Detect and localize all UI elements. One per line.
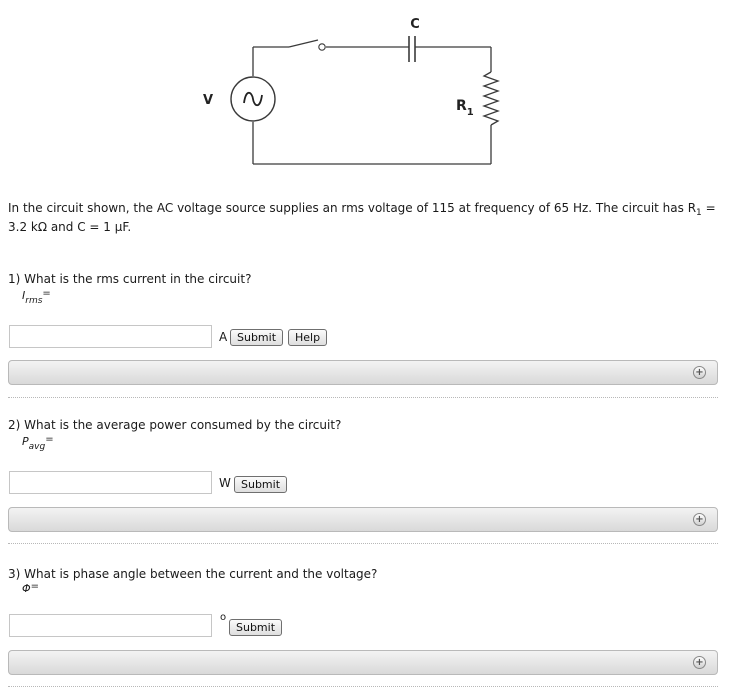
switch-blade xyxy=(289,40,318,47)
question-2-feedback-panel[interactable] xyxy=(8,507,718,532)
capacitor-label: C xyxy=(410,17,420,32)
question-3-feedback-panel[interactable] xyxy=(8,650,718,675)
divider xyxy=(8,686,718,687)
question-2-prompt: 2) What is the average power consumed by the circuit? xyxy=(8,418,342,432)
problem-statement xyxy=(8,199,728,237)
question-1-help-button[interactable]: Help xyxy=(288,329,327,346)
question-1-feedback-panel[interactable] xyxy=(8,360,718,385)
question-2-unit: W xyxy=(219,476,231,490)
question-3-answer-input[interactable] xyxy=(9,614,212,637)
divider xyxy=(8,397,718,398)
resistor-label: $R_1$ xyxy=(456,98,474,118)
plus-circle-icon[interactable]: + xyxy=(693,513,706,526)
switch-contact-icon xyxy=(319,44,325,50)
question-3-prompt: 3) What is phase angle between the current and the voltage? xyxy=(8,567,378,581)
plus-circle-icon[interactable]: + xyxy=(693,656,706,669)
question-3-submit-button[interactable]: Submit xyxy=(229,619,282,636)
question-2-answer-input[interactable] xyxy=(9,471,212,494)
question-1-unit: A xyxy=(219,330,228,344)
question-2-submit-button[interactable]: Submit xyxy=(234,476,287,493)
question-1-submit-button[interactable]: Submit xyxy=(230,329,283,346)
question-3-variable: Φ= xyxy=(22,581,40,595)
plus-circle-icon[interactable]: + xyxy=(693,366,706,379)
problem-text-part2: = 3.2 kΩ and C = 1 μF. xyxy=(8,201,716,234)
problem-text-part1: In the circuit shown, the AC voltage source supplies an rms voltage of 115 at frequency of 65 Hz. The circuit has R xyxy=(8,201,697,215)
source-label: V xyxy=(203,93,214,108)
circuit-diagram xyxy=(0,0,744,190)
resistor-zigzag xyxy=(484,72,498,125)
question-2-variable: $P_{avg}=$ xyxy=(22,434,54,452)
divider xyxy=(8,543,718,544)
problem-r-subscript: 1 xyxy=(696,208,702,218)
question-1-prompt: 1) What is the rms current in the circuit? xyxy=(8,272,252,286)
question-1-answer-input[interactable] xyxy=(9,325,212,348)
question-3-unit-degree: o xyxy=(220,612,227,623)
question-1-variable: $I_{rms}=$ xyxy=(22,288,51,306)
